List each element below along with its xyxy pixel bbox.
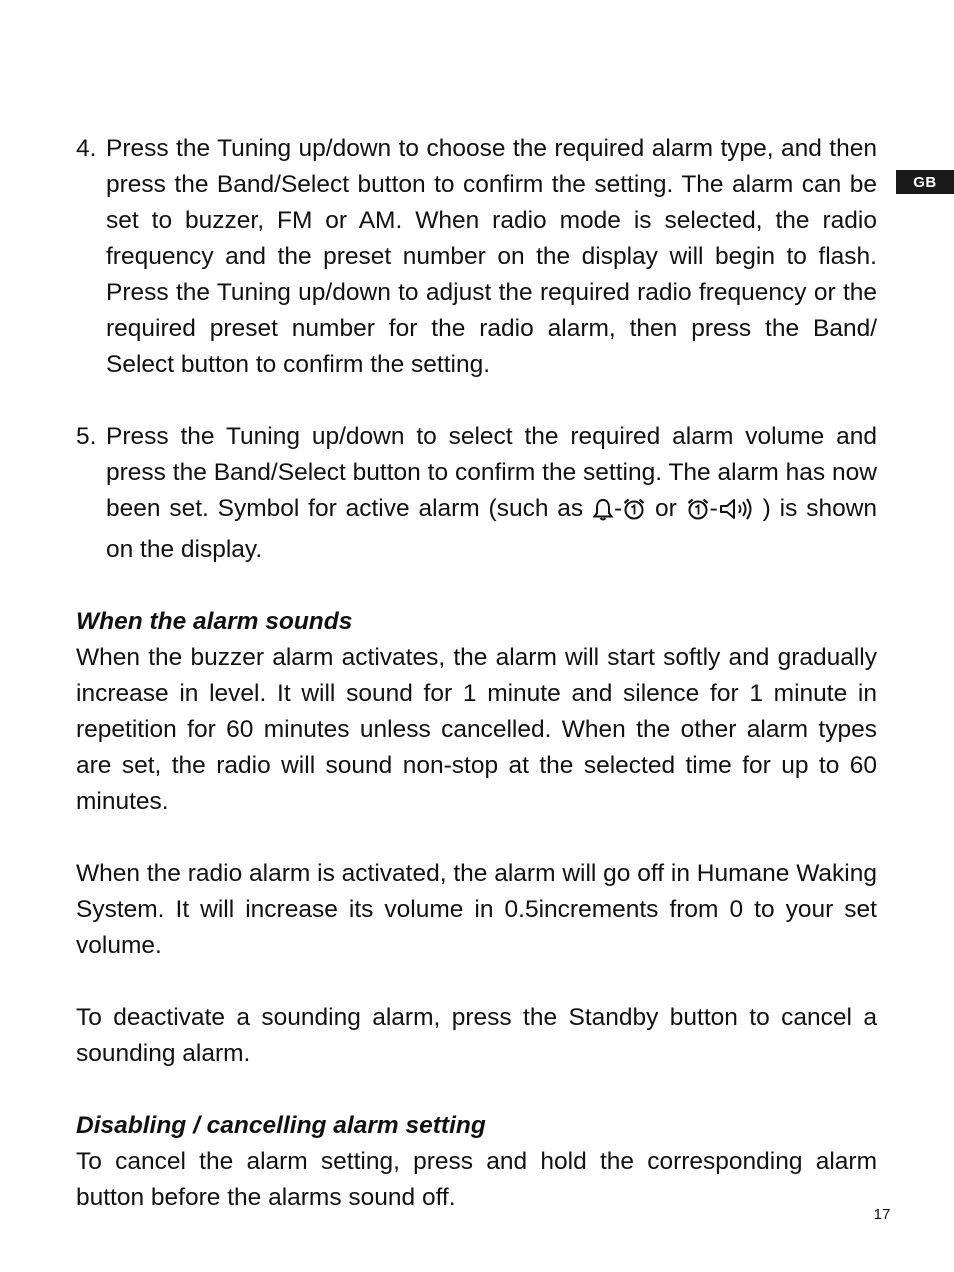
step-text-part: ) is shown on the display. [106, 495, 878, 563]
step-text: Press the Tuning up/down to select the required alarm volume and press the Band/Select button to confirm the setting. The alarm has now been set. Symbol for active alarm (such as - or - ) is shown on the display. [106, 423, 878, 563]
bell-icon [592, 497, 614, 521]
step-text-part: Press the Tuning up/down to select the required alarm volume and press the Band/Select button to confirm the setting. The alarm has now been set. Symbol for active alarm (such as [106, 423, 877, 522]
page-number: 17 [873, 1206, 891, 1223]
page-content [76, 131, 877, 1216]
step-5 [76, 419, 877, 568]
buzzer-alarm-symbol [592, 496, 614, 532]
paragraph: When the buzzer alarm activates, the alarm will start softly and gradually increase in level. It will sound for 1 minute and silence for 1 minute in repetition for 60 minutes unless cancelled. When the other alarm types are set, the radio will sound non-stop at the selected time for up to 60 minutes. [76, 644, 877, 815]
language-tab: GB [896, 170, 954, 194]
step-number: 5. [76, 423, 97, 450]
step-4 [76, 131, 877, 383]
alarm-clock-1-icon [622, 497, 646, 521]
speaker-icon [718, 497, 754, 521]
step-text: Press the Tuning up/down to choose the required alarm type, and then press the Band/Select button to confirm the setting. The alarm can be set to buzzer, FM or AM. When radio mode is selected, the radio frequency and the preset number on the display will begin to flash. Press the Tuning up/down to adjust the required radio frequency or the required preset number for the radio alarm, then press the Band/ Select button to confirm the setting. [106, 135, 877, 378]
section-heading: When the alarm sounds [76, 608, 353, 635]
section-heading: Disabling / cancelling alarm setting [76, 1112, 486, 1139]
paragraph: To deactivate a sounding alarm, press the Standby button to cancel a sounding alarm. [76, 1004, 877, 1067]
alarm-clock-1-icon [686, 497, 710, 521]
step-text-part: or [655, 495, 677, 522]
radio-alarm-symbol [686, 496, 710, 532]
step-number: 4. [76, 135, 97, 162]
paragraph: When the radio alarm is activated, the alarm will go off in Humane Waking System. It will increase its volume in 0.5increments from 0 to your set volume. [76, 860, 877, 959]
paragraph: To cancel the alarm setting, press and hold the corresponding alarm button before the alarms sound off. [76, 1148, 877, 1211]
